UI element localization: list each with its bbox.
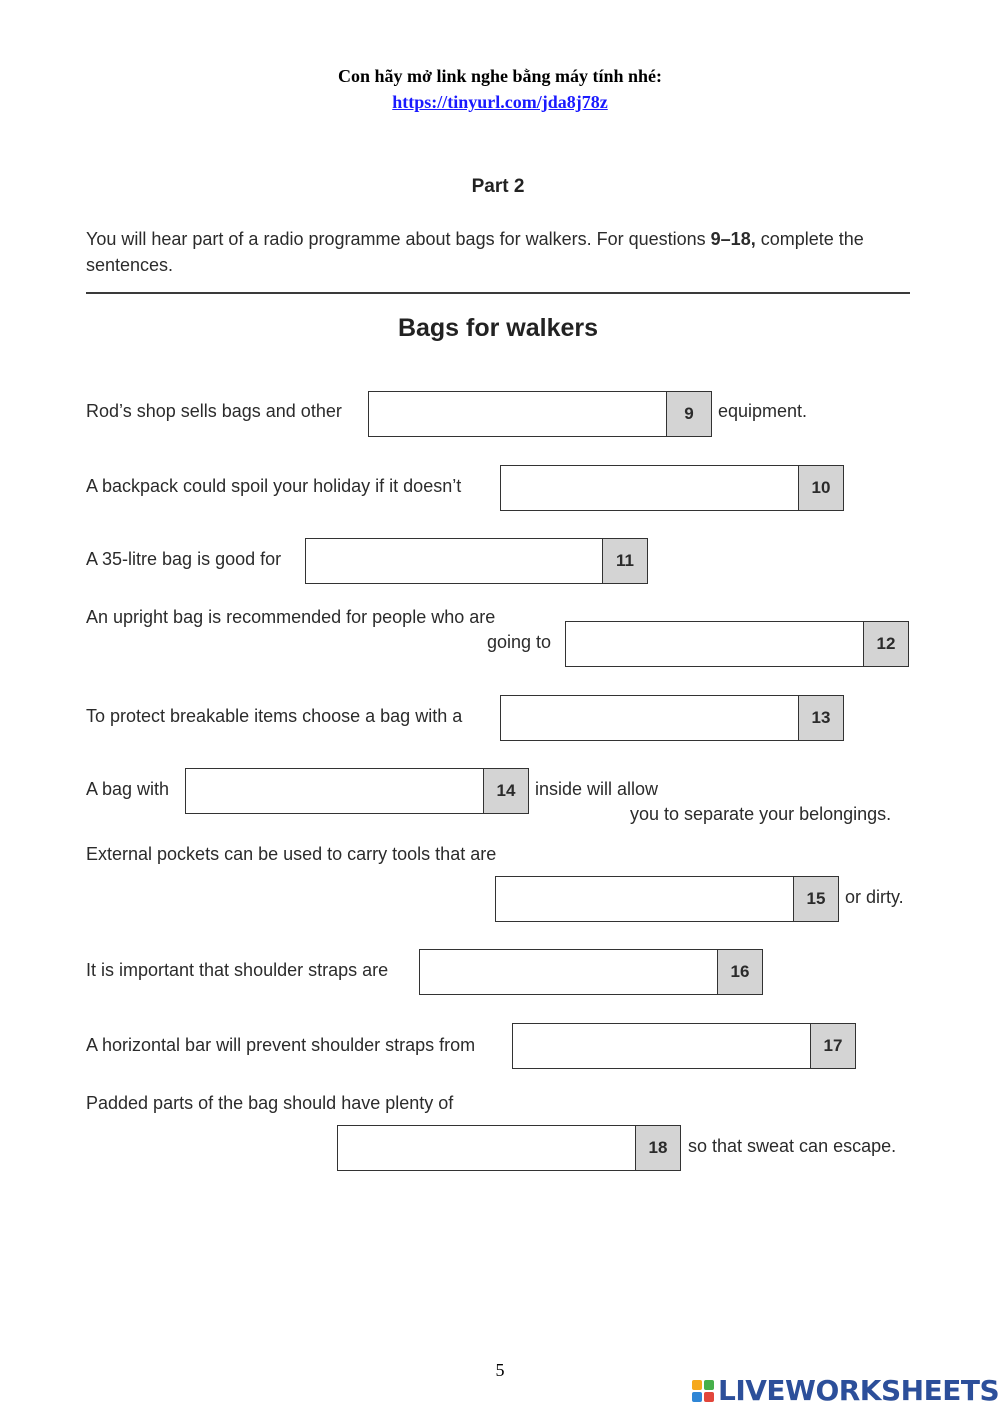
question-15-suffix: or dirty.	[845, 887, 904, 907]
question-number-13: 13	[798, 696, 843, 740]
logo-square-2	[704, 1380, 714, 1390]
page-number: 5	[495, 1360, 505, 1380]
instructions	[86, 226, 916, 278]
part-title: Part 2	[471, 176, 525, 197]
question-14-suffix-line1: inside will allow	[535, 779, 659, 799]
answer-box-15[interactable]	[495, 876, 839, 922]
answer-box-17[interactable]	[512, 1023, 856, 1069]
answer-box-9[interactable]	[368, 391, 712, 437]
instructions-text-before: You will hear part of a radio programme about bags for walkers. For questions	[86, 229, 711, 249]
liveworksheets-logo	[692, 1374, 999, 1407]
answer-box-10[interactable]	[500, 465, 844, 511]
question-12-prompt-line2: going to	[487, 632, 552, 652]
question-9-suffix: equipment.	[718, 401, 808, 421]
question-10-prompt: A backpack could spoil your holiday if it doesn’t	[86, 476, 462, 496]
liveworksheets-logo-icon	[692, 1380, 714, 1402]
question-9-prompt: Rod’s shop sells bags and other	[86, 401, 342, 421]
audio-link[interactable]	[0, 92, 1000, 113]
question-number-14: 14	[483, 769, 528, 813]
worksheet-title: Bags for walkers	[397, 314, 599, 342]
question-number-12: 12	[863, 622, 908, 666]
question-number-17: 17	[810, 1024, 855, 1068]
question-14-suffix-line2: you to separate your belongings.	[630, 804, 892, 824]
answer-box-13[interactable]	[500, 695, 844, 741]
header-note: Con hãy mở link nghe bằng máy tính nhé:	[337, 66, 663, 86]
question-11-prompt: A 35-litre bag is good for	[86, 549, 282, 569]
divider-line	[86, 292, 910, 294]
question-number-18: 18	[635, 1126, 680, 1170]
answer-box-18[interactable]	[337, 1125, 681, 1171]
answer-box-12[interactable]	[565, 621, 909, 667]
question-number-9: 9	[666, 392, 711, 436]
question-number-16: 16	[717, 950, 762, 994]
answer-box-16[interactable]	[419, 949, 763, 995]
question-number-10: 10	[798, 466, 843, 510]
question-15-prompt: External pockets can be used to carry tools that are	[86, 844, 497, 864]
logo-square-1	[692, 1380, 702, 1390]
instructions-text-after: complete the sentences.	[86, 229, 864, 275]
answer-box-14[interactable]	[185, 768, 529, 814]
question-12-prompt-line1: An upright bag is recommended for people who are	[86, 607, 496, 627]
audio-link-anchor[interactable]: https://tinyurl.com/jda8j78z	[392, 92, 608, 112]
answer-box-11[interactable]	[305, 538, 648, 584]
question-17-prompt: A horizontal bar will prevent shoulder straps from	[86, 1035, 476, 1055]
question-18-suffix: so that sweat can escape.	[688, 1136, 897, 1156]
question-16-prompt: It is important that shoulder straps are	[86, 960, 389, 980]
question-number-11: 11	[602, 539, 647, 583]
question-number-15: 15	[793, 877, 838, 921]
question-14-prompt: A bag with	[86, 779, 170, 799]
logo-square-3	[692, 1392, 702, 1402]
question-13-prompt: To protect breakable items choose a bag with a	[86, 706, 463, 726]
logo-square-4	[704, 1392, 714, 1402]
instructions-range: 9–18,	[710, 229, 756, 249]
liveworksheets-logo-text: LIVEWORKSHEETS	[718, 1374, 1000, 1407]
question-18-prompt: Padded parts of the bag should have plenty of	[86, 1093, 454, 1113]
